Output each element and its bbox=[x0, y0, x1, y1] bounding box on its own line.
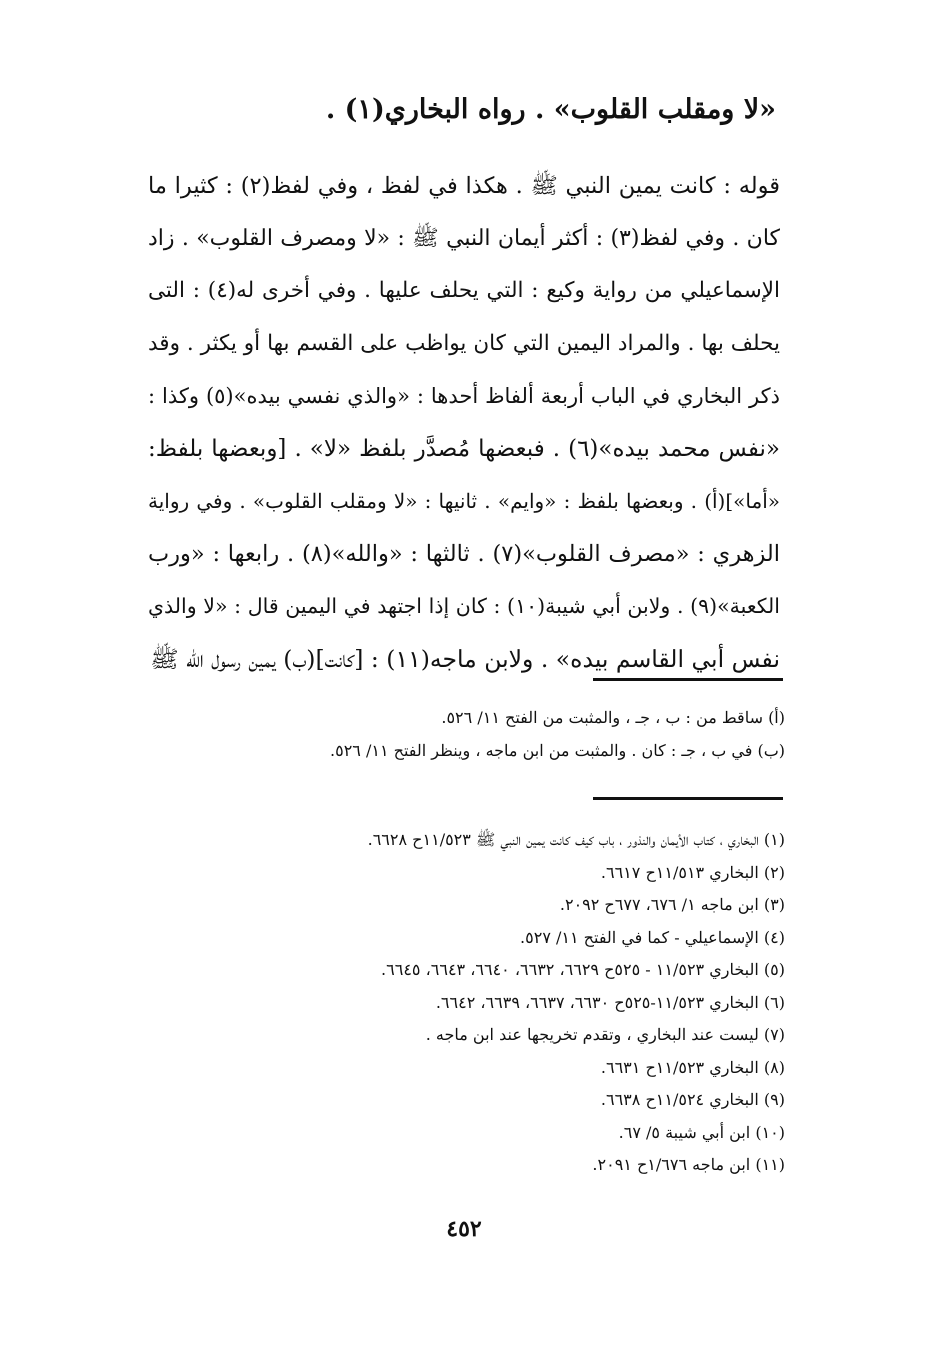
text-line: «نفس محمد بيده»(٦) . فبعضها مُصدَّر بلفظ «لا» . [وبعضها بلفظ: bbox=[148, 435, 780, 462]
footnote: (٥) البخاري ١١/٥٢٣ - ٥٢٥ح ٦٦٢٩، ٦٦٣٢، ٦٦٤٠، ٦٦٤٣، ٦٦٤٥. bbox=[381, 960, 785, 979]
text-line: الإسماعيلي من رواية وكيع : التي يحلف عليها . وفي أخرى له(٤) : التى bbox=[148, 278, 781, 303]
text-line: «أما»](أ) . وبعضها بلفظ : «وايم» . ثانيها : «لا ومقلب القلوب» . وفي رواية bbox=[148, 489, 780, 513]
footnote: (٧) ليست عند البخاري ، وتقدم تخريجها عند ابن ماجه . bbox=[425, 1025, 785, 1044]
footnote: (٦) البخاري ١١/٥٢٣-٥٢٥ح ٦٦٣٠، ٦٦٣٧، ٦٦٣٩، ٦٦٤٢. bbox=[435, 992, 785, 1012]
footnote: (٣) ابن ماجه ١/ ٦٧٦، ٦٧٧ح ٢٠٩٢. bbox=[559, 895, 785, 914]
footnote: (١٠) ابن أبي شيبة ٥/ ٦٧. bbox=[618, 1122, 785, 1142]
text-line: الكعبة»(٩) . ولابن أبي شيبة(١٠) : كان إذا اجتهد في اليمين قال : «لا والذي bbox=[148, 594, 780, 618]
source-footnotes bbox=[125, 824, 785, 1182]
hadith-heading: «لا ومقلب القلوب» . رواه البخاري(١) . bbox=[325, 94, 776, 125]
text-line: كان . وفي لفظ(٣) : أكثر أيمان النبي ﷺ : «لا ومصرف القلوب» . زاد bbox=[148, 225, 780, 251]
footnote: (١) البخاري ، كتاب الأيمان والنذور ، باب كيف كانت يمين النبي ﷺ ١١/٥٢٣ح ٦٦٢٨. bbox=[367, 830, 785, 849]
commentary-text bbox=[148, 160, 780, 685]
text-line: يحلف بها . والمراد اليمين التي كان يواظب على القسم بها أو يكثر . وقد bbox=[148, 330, 780, 356]
footnote: (٩) البخاري ١١/٥٢٤ح ٦٦٣٨. bbox=[600, 1090, 785, 1109]
page-number: ٤٥٢ bbox=[446, 1216, 482, 1242]
footnote: (١١) ابن ماجه ١/٦٧٦ح ٢٠٩١. bbox=[592, 1155, 785, 1174]
variant-note: (ب) في ب ، جـ : كان . والمثبت من ابن ماجه ، وينظر الفتح ١١/ ٥٢٦. bbox=[330, 740, 785, 760]
text-line: الزهري : «مصرف القلوب»(٧) . ثالثها : «والله»(٨) . رابعها : «ورب bbox=[148, 540, 780, 567]
text-line: نفس أبي القاسم بيده» . ولابن ماجه(١١) : [كانت](ب) يمين رسول الله ﷺ bbox=[150, 644, 780, 673]
text-line: ذكر البخاري في الباب أربعة ألفاظ أحدها : «والذي نفسي بيده»(٥) وكذا : bbox=[148, 384, 780, 408]
text-line: قوله : كانت يمين النبي ﷺ . هكذا في لفظ ، وفي لفظ(٢) : كثيرا ما bbox=[148, 173, 780, 199]
variant-note: (أ) ساقط من : ب ، جـ ، والمثبت من الفتح ١١/ ٥٢٦. bbox=[441, 708, 785, 727]
footnote: (٢) البخاري ١١/٥١٣ح ٦٦١٧. bbox=[600, 862, 785, 882]
footnote: (٤) الإسماعيلي - كما في الفتح ١١/ ٥٢٧. bbox=[520, 927, 785, 947]
footnote: (٨) البخاري ١١/٥٢٣ح ٦٦٣١. bbox=[600, 1057, 785, 1077]
variant-notes bbox=[125, 702, 785, 767]
footnote-divider bbox=[593, 678, 783, 681]
footnote-divider bbox=[593, 797, 783, 800]
